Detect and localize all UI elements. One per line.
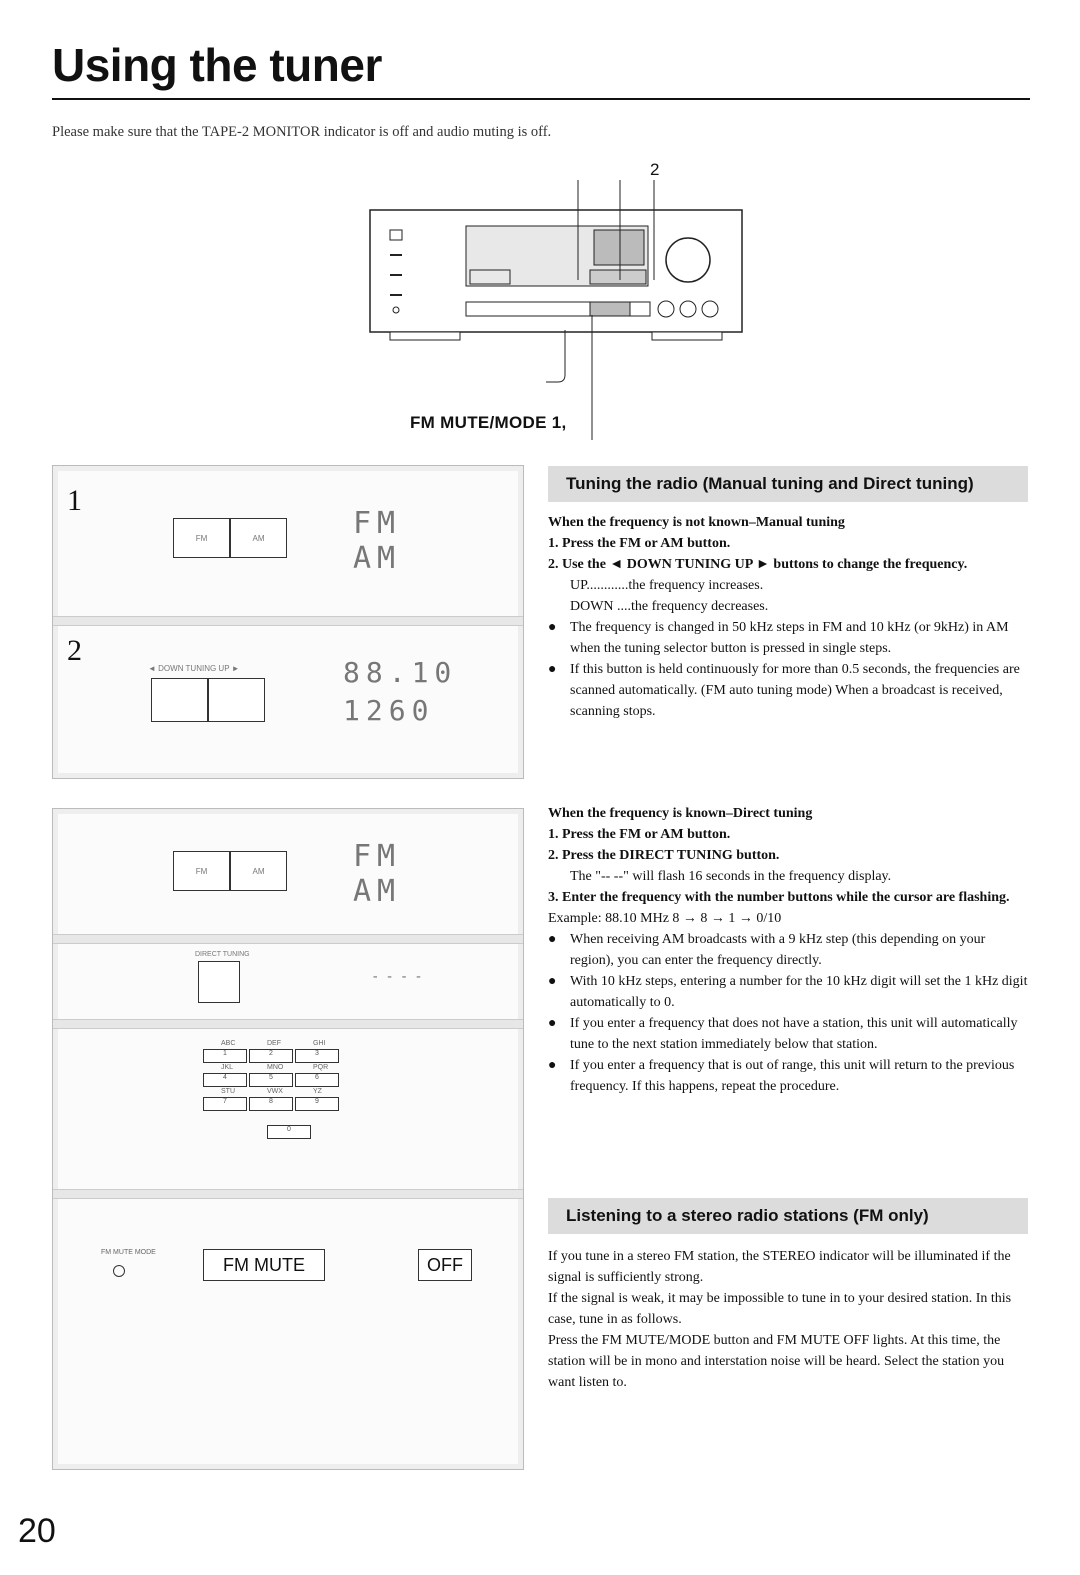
tuning-buttons: [151, 678, 265, 722]
lcd-dashes: ----: [371, 969, 429, 985]
intro-text: Please make sure that the TAPE-2 MONITOR indicator is off and audio muting is off.: [52, 124, 552, 140]
page-number: 20: [18, 1512, 56, 1550]
lcd-fm-2: FM: [353, 839, 402, 874]
section-heading-tuning: Tuning the radio (Manual tuning and Direct tuning): [548, 466, 1028, 502]
manual-tuning-panel: [52, 465, 524, 779]
key-3[interactable]: 3: [295, 1049, 339, 1063]
fm-mute-mode-button[interactable]: [113, 1265, 125, 1277]
direct-tuning-button[interactable]: [198, 961, 240, 1003]
key-6[interactable]: 6: [295, 1073, 339, 1087]
key-1[interactable]: 1: [203, 1049, 247, 1063]
key-2[interactable]: 2: [249, 1049, 293, 1063]
tuning-down-button[interactable]: [151, 678, 208, 722]
direct-tuning-caption: DIRECT TUNING: [195, 951, 250, 958]
am-button[interactable]: AM: [230, 518, 287, 558]
stereo-text: If you tune in a stereo FM station, the STEREO indicator will be illuminated if the signal is sufficiently strong. If the signal is weak, it may be impossible to tune in to your desired station. In this case, tune in as follows. Press the FM MUTE/MODE button and FM MUTE OFF lights. At this time, the station will be in mono and interstation noise will be heard. Select the station you want listen to.: [548, 1249, 1012, 1390]
figure-callout-2: 2: [650, 160, 660, 179]
fm-am-buttons-2: [173, 851, 287, 891]
step-number-1: 1: [67, 484, 82, 517]
fm-button[interactable]: FM: [173, 518, 230, 558]
direct-tuning-text: When the frequency is known–Direct tuning 1. Press the FM or AM button. 2. Press the DIRECT TUNING button. The "-- --" will flash 16 seconds in the frequency display. 3. Enter the frequency with the number buttons while the cursor are flashing. Example: 88.10 MHz 8 → 8 → 1 → 0/10 ● When receiving AM broadcasts with a 9 kHz step (this depending on your region), you can enter the frequency directly. ● With 10 kHz steps, entering a number for the 10 kHz digit will set the 1 kHz digit automatically to 0. ● If you enter a frequency that does not have a station, this unit will automatically tune to the next station immediately below that station. ● If you enter a frequency that is out of range, this unit will return to the previous frequency. If this happens, repeat the procedure.: [548, 806, 1028, 1094]
key-8[interactable]: 8: [249, 1097, 293, 1111]
fm-button-2[interactable]: FM: [173, 851, 230, 891]
key-5[interactable]: 5: [249, 1073, 293, 1087]
step-number-2: 2: [67, 634, 82, 667]
manual-tuning-text: When the frequency is not known–Manual tuning 1. Press the FM or AM button. 2. Use the ◄ DOWN TUNING UP ► buttons to change the frequency. UP............the frequency increases. DOWN ....the frequency decreases. ● The frequency is changed in 50 kHz steps in FM and 10 kHz (or 9kHz) in AM when the tuning selector button is pressed in single steps. ● If this button is held continuously for more than 0.5 seconds, the frequencies are scanned automatically. (FM auto tuning mode) When a broadcast is received, scanning stops.: [548, 515, 1020, 719]
title-rule: [52, 98, 1030, 100]
receiver-illustration: [360, 150, 750, 450]
section-heading-stereo: Listening to a stereo radio stations (FM only): [548, 1198, 1028, 1234]
key-0[interactable]: 0: [267, 1125, 311, 1139]
tuning-up-button[interactable]: [208, 678, 265, 722]
fm-mute-indicator: FM MUTE: [203, 1249, 325, 1281]
lcd-freq-am: 1260: [343, 694, 435, 727]
lcd-freq-fm: 88.10: [343, 656, 458, 689]
page-title: Using the tuner: [52, 39, 382, 91]
fm-mute-mode-caption: FM MUTE MODE: [101, 1249, 156, 1256]
off-indicator: OFF: [418, 1249, 472, 1281]
tuning-caption: ◄ DOWN TUNING UP ►: [148, 664, 240, 673]
key-9[interactable]: 9: [295, 1097, 339, 1111]
fm-am-buttons: [173, 518, 287, 558]
key-7[interactable]: 7: [203, 1097, 247, 1111]
lcd-am-2: AM: [353, 874, 402, 909]
panel-separator-2: [53, 934, 523, 944]
lcd-fm: FM: [353, 506, 402, 541]
panel-separator: [53, 616, 523, 626]
figure-label: FM MUTE/MODE 1,: [410, 413, 567, 432]
panel-separator-3: [53, 1019, 523, 1029]
lcd-am: AM: [353, 541, 402, 576]
am-button-2[interactable]: AM: [230, 851, 287, 891]
panel-separator-4: [53, 1189, 523, 1199]
direct-tuning-panel: FM AM FM AM DIRECT TUNING ---- ABC DEF GHI 1 2 3 JKL MNO PQR 4 5 6 STU VWX YZ 7 8 9 0 FM MUTE MODE FM MUTE OFF: [52, 808, 524, 1470]
key-4[interactable]: 4: [203, 1073, 247, 1087]
